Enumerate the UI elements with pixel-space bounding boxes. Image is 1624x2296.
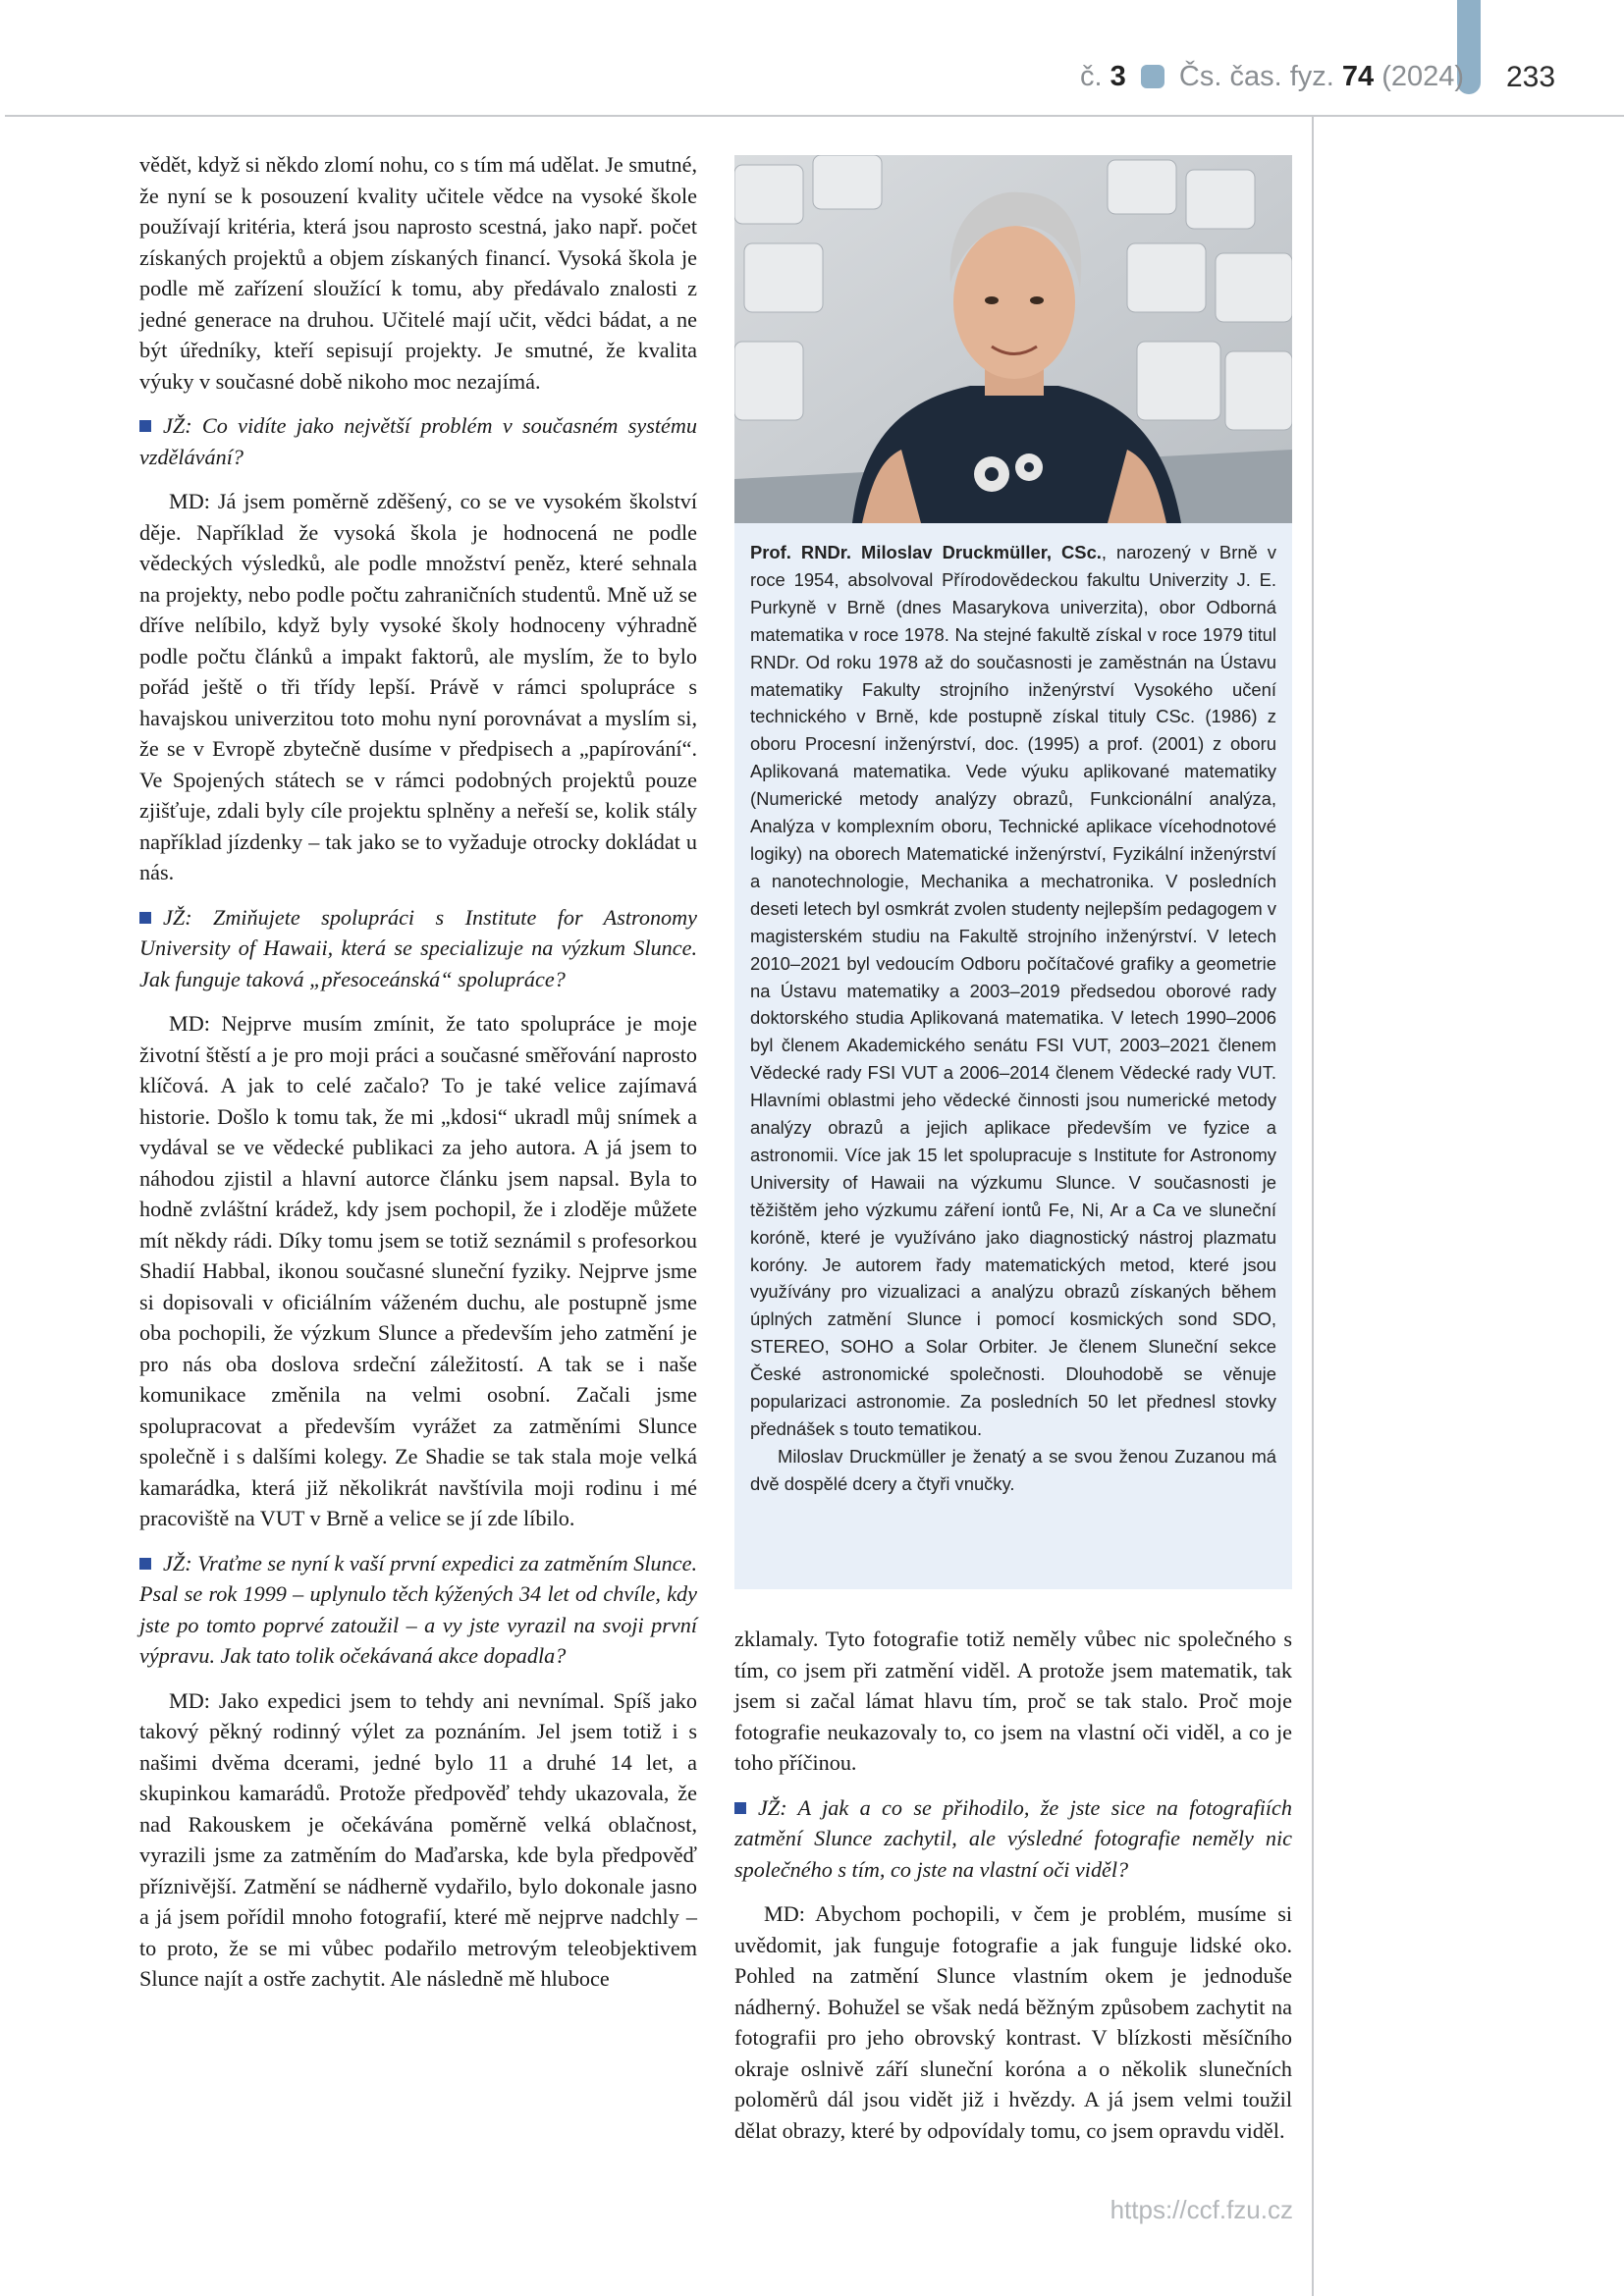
question-text: JŽ: Zmiňujete spolupráci s Institute for Astronomy University of Hawaii, která se specializuje na výzkum Slunce. Jak funguje taková „přesoceánská“ spolupráce? [139,904,697,991]
issue-prefix: č. [1080,61,1103,92]
issue-number: 3 [1110,61,1126,92]
square-bullet-icon [139,1558,151,1570]
interview-answer: MD: Jako expedici jsem to tehdy ani nevnímal. Spíš jako takový pěkný rodinný výlet za poznáním. Jel jsem totiž i s našimi dvěma dcerami, jedné bylo 11 a druhé 14 let, a skupinkou kamarádů. Protože předpověď tehdy ukazovala, že nad Rakouskem je očekávána poměrně velká oblačnost, vyrazili jsme za zatměním do Maďarska, kde byla předpověď příznivější. Zatmění se nádherně vydařilo, bylo dokonale jasno a já jsem pořídil mnoho fotografií, které mě nejprve nadchly – to proto, že se mi vůbec podařilo metrovým teleobjektivem Slunce najít a ostře zachytit. Ale následně mě hluboce [139,1687,697,1991]
running-header [1080,61,1465,93]
interview-answer: MD: Abychom pochopili, v čem je problém, musíme si uvědomit, jak funguje fotografie a jak funguje lidské oko. Pohled na zatmění Slunce vlastním okem je jednoduše nádherný. Bohužel se však nedá běžným způsobem zachytit na fotografii pro jeho obrovský kontrast. V blízkosti měsíčního okraje oslnivě září sluneční koróna a o několik slunečních poloměrů dál jsou vidět již i hvězdy. A já jsem velmi toužil dělat obrazy, které by odpovídaly tomu, co jsem opravdu viděl. [734,1901,1292,2143]
url-prefix: https:// [1110,2195,1187,2224]
year: (2024) [1381,61,1465,92]
question-text: JŽ: Co vidíte jako největší problém v současném systému vzdělávání? [139,413,697,469]
question-text: JŽ: A jak a co se přihodilo, že jste sice na fotografiích zatmění Slunce zachytil, ale výsledné fotografie neměly nic společného s tím, co jste na vlastní oči viděl? [734,1794,1292,1882]
interview-answer: MD: Nejprve musím zmínit, že tato spolupráce je moje životní štěstí a je pro moji práci a současné směřování naprosto klíčová. A jak to celé začalo? To je také velice zajímavá historie. Došlo k tomu tak, že mi „kdosi“ ukradl můj snímek a vydával se ve vědecké publikaci za jeho autora. A já jsem to náhodou zjistil a hlavní autorce článku jsem napsal. Byla to hodně zvláštní krádež, kdy jsem pochopil, že i zloděje můžete mít někdy rádi. Díky tomu jsem se totiž seznámil s profesorkou Shadií Habbal, ikonou současné sluneční fyziky. Nejprve jsme si dopisovali v oficiálním váženém duchu, ale postupně jsme oba pochopili, že výzkum Slunce a především jeho zatmění je pro nás oba doslova srdeční záležitostí. A tak se i naše komunikace změnila na velmi osobní. Začali jsme spolupracovat a především vyrážet za zatměními Slunce společně i s dalšími kolegy. Ze Shadie se tak stala moje velká kamarádka, která již několikrát navštívila moji rodinu i mé pracoviště na VUT v Brně a velice se jí zde líbilo. [139,1011,697,1530]
page-number: 233 [1506,61,1556,93]
journal-name: Čs. čas. fyz. [1178,61,1334,92]
interview-answer: MD: Já jsem poměrně zděšený, co se ve vysokém školství děje. Například že vysoká škola je hodnocená ne podle vědeckých výsledků, ale podle množství peněz, které sehnala na projekty, nebo podle počtu zahraničních studentů. Mně už se dříve nelíbilo, když byly vysoké školy hodnoceny výhradně podle počtu článků a impakt faktorů, ale myslím, že to bylo pořád ještě o tři třídy lepší. Právě v rámci spolupráce s havajskou univerzitou toto mohu nyní porovnávat a myslím si, že se v Evropě zbytečně dusíme v předpisech a „papírování“. Ve Spojených státech se v rámci podobných projektů pouze zjišťuje, zdali byly cíle projektu splněny a neřeší se, kolik stály například jízdenky – tak jako se to vyžaduje otrocky dokládat u nás. [139,489,697,884]
square-bullet-icon [734,1802,746,1814]
bio-paragraph [750,539,1276,1443]
header-rule [5,115,1624,117]
bio-text: , narozený v Brně v roce 1954, absolvoval Přírodovědeckou fakultu Univerzity J. E. Purkyně v Brně (dnes Masarykova univerzita), obor Odborná matematika v roce 1978. Na stejné fakultě získal v roce 1979 titul RNDr. Od roku 1978 až do současnosti je zaměstnán na Ústavu matematiky Fakulty strojního inženýrství Vysokého učení technického v Brně, kde postupně získal tituly CSc. (1986) z oboru Procesní inženýrství, doc. (1995) a prof. (2001) z oboru Aplikovaná matematika. Vede výuku aplikované matematiky (Numerické metody analýzy obrazů, Funkcionální analýza, Analýza v komplexním oboru, Technické aplikace vícehodnotové logiky) na oborech Matematické inženýrství, Fyzikální inženýrství a nanotechnologie, Mechanika a mechatronika. V posledních deseti letech byl osmkrát zvolen studenty nejlepším pedagogem v magisterském studiu na Fakultě strojního inženýrství. V letech 2010–2021 byl vedoucím Odboru počítačové grafiky a geometrie na Ústavu matematiky a 2003–2019 předsedou oborové rady doktorského studia Aplikovaná matematika. V letech 1990–2006 byl členem Akademického senátu FSI VUT, 2003–2021 členem Vědecké rady FSI VUT a 2006–2014 členem Vědecké rady VUT. Hlavními oblastmi jeho vědecké činnosti jsou numerické metody analýzy obrazů a jejich aplikace především ve fyzice a astronomii. Více jak 15 let spolupracuje s Institute for Astronomy University of Hawaii na výzkumu Slunce. V současnosti je těžištěm jeho výzkumu záření iontů Fe, Ni, Ar a Ca ve sluneční koróně, které je využíváno jako diagnostický nástroj plazmatu koróny. Je autorem řady matematických metod, které jsou využívány pro vizualizaci a analýzu obrazů získaných během úplných zatmění Slunce i pomocí kosmických sond SDO, STEREO, SOHO a Solar Orbiter. Je členem Sluneční sekce České astronomické společnosti. Dlouhodobě se věnuje popularizaci astronomie. Za posledních 50 let přednesl stovky přednášek s touto tematikou. [750,542,1276,1439]
portrait-photo [734,155,1292,523]
interview-question [139,1548,697,1672]
right-column [734,1624,1292,2146]
separator-square-icon [1141,65,1164,88]
bio-name: Prof. RNDr. Miloslav Druckmüller, CSc. [750,542,1102,562]
left-column [139,149,697,1995]
square-bullet-icon [139,912,151,924]
url-domain: ccf.fzu.cz [1186,2195,1293,2224]
paragraph: vědět, když si někdo zlomí nohu, co s tím má udělat. Je smutné, že nyní se k posouzení kvality učitele vědce na vysoké škole používají kritéria, která jsou naprosto scestná, jako např. počet získaných projektů a objem získaných financí. Vysoká škola je podle mě zařízení sloužící k tomu, aby předávalo znalosti z jedné generace na druhou. Učitelé mají učit, vědci bádat, a ne být úředníky, kteří sepisují projekty. Je smutné, že kvalita výuky v současné době nikoho moc nezajímá. [139,152,697,394]
interview-question [734,1792,1292,1886]
interview-question [139,410,697,472]
volume-number: 74 [1341,61,1375,92]
square-bullet-icon [139,420,151,432]
question-text: JŽ: Vraťme se nyní k vaší první expedici za zatměním Slunce. Psal se rok 1999 – uplynulo těch kýžených 34 let od chvíle, kdy jste po tomto poprvé zatoužil – a vy jste vyrazil na svoji první výpravu. Jak tato tolik očekávaná akce dopadla? [139,1550,697,1668]
footer-url[interactable] [1092,2195,1293,2225]
bio-family: Miloslav Druckmüller je ženatý a se svou ženou Zuzanou má dvě dospělé dcery a čtyři vnučky. [750,1445,1276,1494]
interview-question [139,902,697,995]
column-rule [1312,115,1314,2296]
bio-box [734,523,1292,1589]
paragraph: zklamaly. Tyto fotografie totiž neměly vůbec nic společného s tím, co jsem při zatmění viděl. A protože jsem matematik, tak jsem si začal lámat hlavu tím, proč se tak stalo. Proč moje fotografie neukazovaly to, co jsem na vlastní oči viděl, a co je toho příčinou. [734,1627,1292,1775]
